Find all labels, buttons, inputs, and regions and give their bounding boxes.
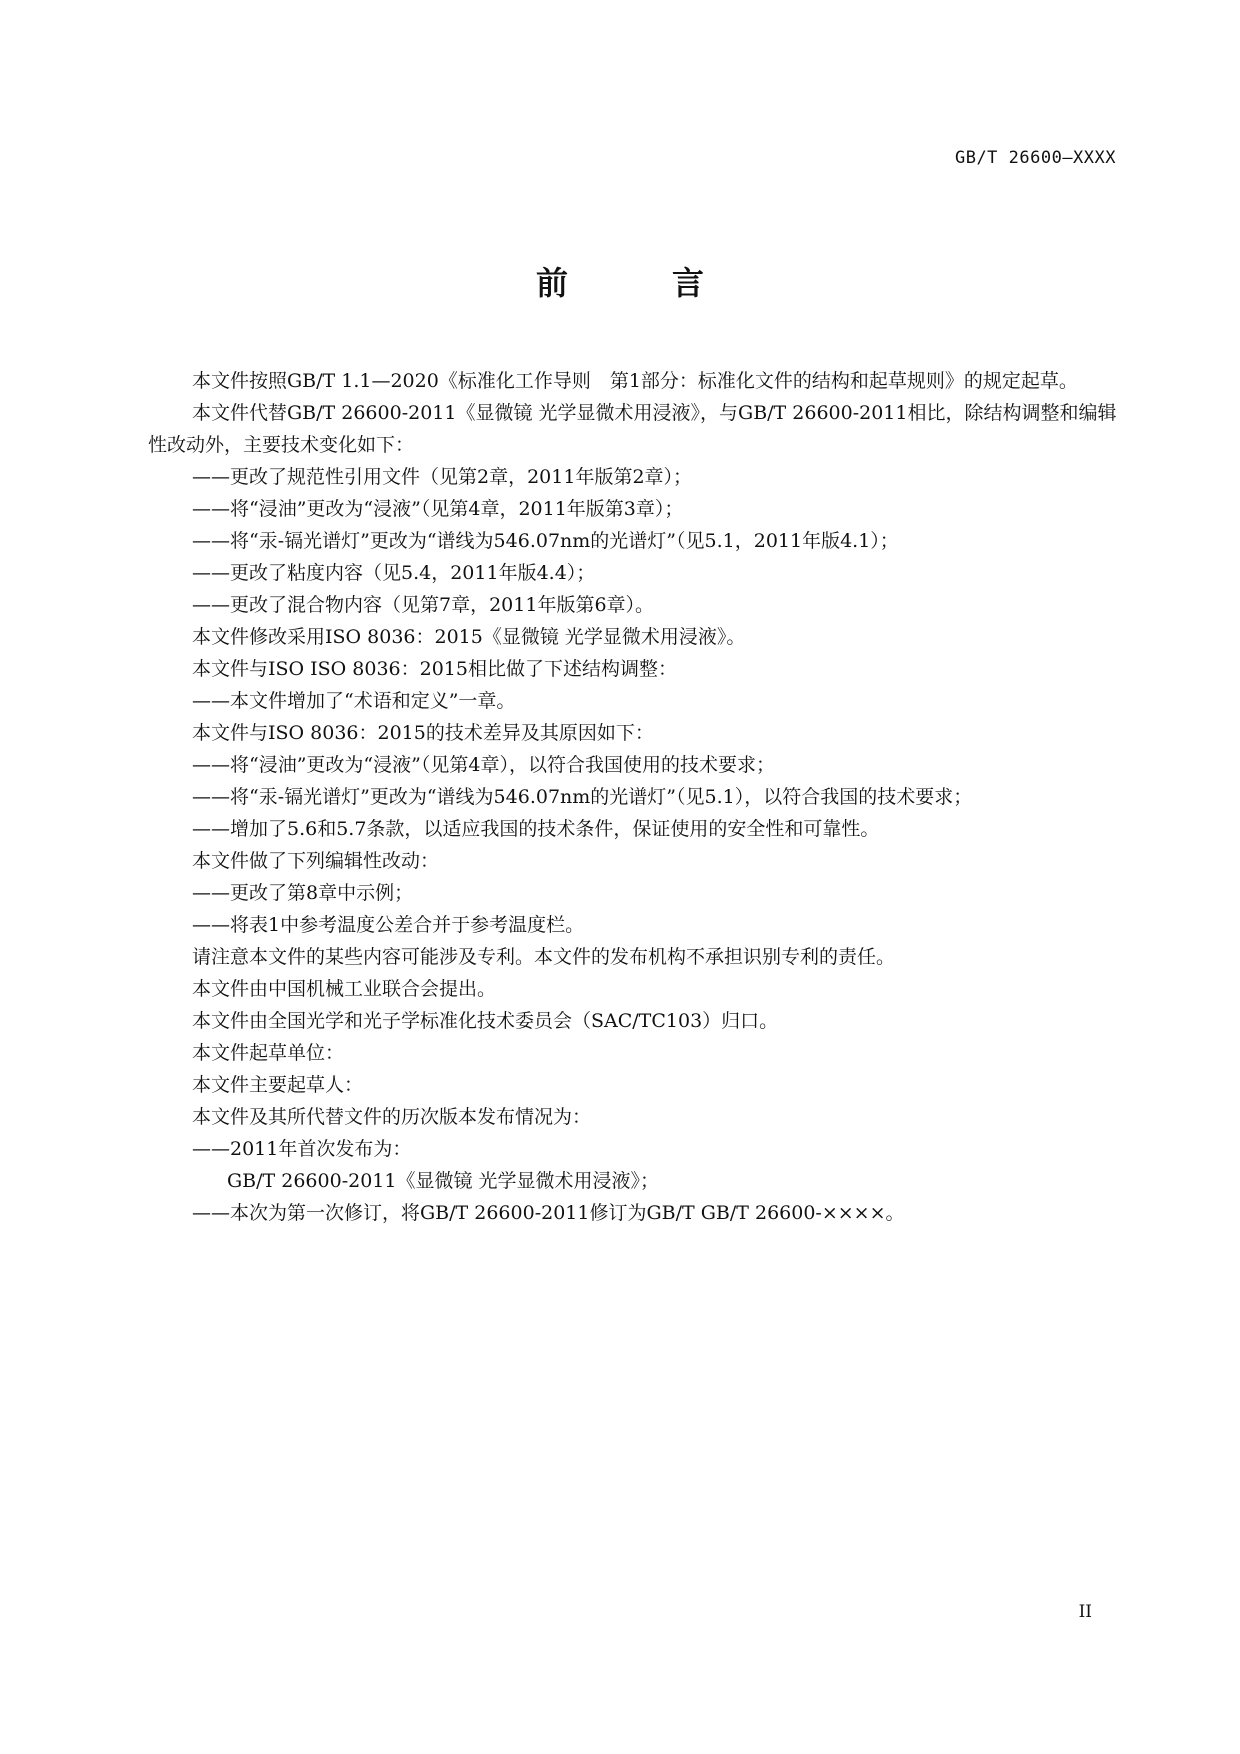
paragraph: 本文件由中国机械工业联合会提出。 (192, 978, 497, 1000)
foreword-body (148, 365, 1120, 1229)
paragraph: 本文件由全国光学和光子学标准化技术委员会（SAC/TC103）归口。 (192, 1010, 779, 1032)
page-title: 前 言 (535, 264, 740, 302)
list-item: ——将“浸油”更改为“浸液”（见第4章），以符合我国使用的技术要求； (192, 754, 775, 776)
list-item: ——将“汞-镉光谱灯”更改为“谱线为546.07nm的光谱灯”（见5.1），以符合我国的技术要求； (192, 786, 973, 808)
paragraph: 本文件主要起草人： (192, 1074, 364, 1096)
list-item: ——将“浸油”更改为“浸液”（见第4章，2011年版第3章）； (192, 498, 684, 520)
paragraph: 本文件修改采用ISO 8036：2015《显微镜 光学显微术用浸液》。 (192, 626, 746, 648)
paragraph: 本文件代替GB/T 26600-2011《显微镜 光学显微术用浸液》，与GB/T 26600-2011相比，除结构调整和编辑性改动外，主要技术变化如下： (148, 402, 1117, 456)
list-item: ——更改了粘度内容（见5.4，2011年版4.4）； (192, 562, 596, 584)
paragraph: 本文件与ISO 8036：2015的技术差异及其原因如下： (192, 722, 654, 744)
paragraph: 本文件及其所代替文件的历次版本发布情况为： (192, 1106, 592, 1128)
list-item: ——将表1中参考温度公差合并于参考温度栏。 (192, 914, 585, 936)
document-code: GB/T 26600—XXXX (954, 148, 1116, 168)
paragraph: 本文件起草单位： (192, 1042, 345, 1064)
list-item: ——更改了规范性引用文件（见第2章，2011年版第2章）； (192, 466, 693, 488)
list-item-detail: GB/T 26600-2011《显微镜 光学显微术用浸液》； (227, 1170, 660, 1192)
paragraph: 本文件做了下列编辑性改动： (192, 850, 440, 872)
paragraph: 请注意本文件的某些内容可能涉及专利。本文件的发布机构不承担识别专利的责任。 (192, 946, 896, 968)
page-number: II (1078, 1602, 1092, 1622)
paragraph: 本文件按照GB/T 1.1—2020《标准化工作导则 第1部分：标准化文件的结构和起草规则》的规定起草。 (192, 370, 1078, 392)
list-item: ——更改了第8章中示例； (192, 882, 414, 904)
list-item: ——本次为第一次修订，将GB/T 26600-2011修订为GB/T GB/T 26600-××××。 (192, 1202, 905, 1224)
list-item: ——本文件增加了“术语和定义”一章。 (192, 690, 516, 712)
paragraph: 本文件与ISO ISO 8036：2015相比做了下述结构调整： (192, 658, 677, 680)
list-item: ——2011年首次发布为： (192, 1138, 412, 1160)
list-item: ——增加了5.6和5.7条款，以适应我国的技术条件，保证使用的安全性和可靠性。 (192, 818, 880, 840)
list-item: ——更改了混合物内容（见第7章，2011年版第6章）。 (192, 594, 655, 616)
list-item: ——将“汞-镉光谱灯”更改为“谱线为546.07nm的光谱灯”（见5.1，2011年版4.1）； (192, 530, 899, 552)
